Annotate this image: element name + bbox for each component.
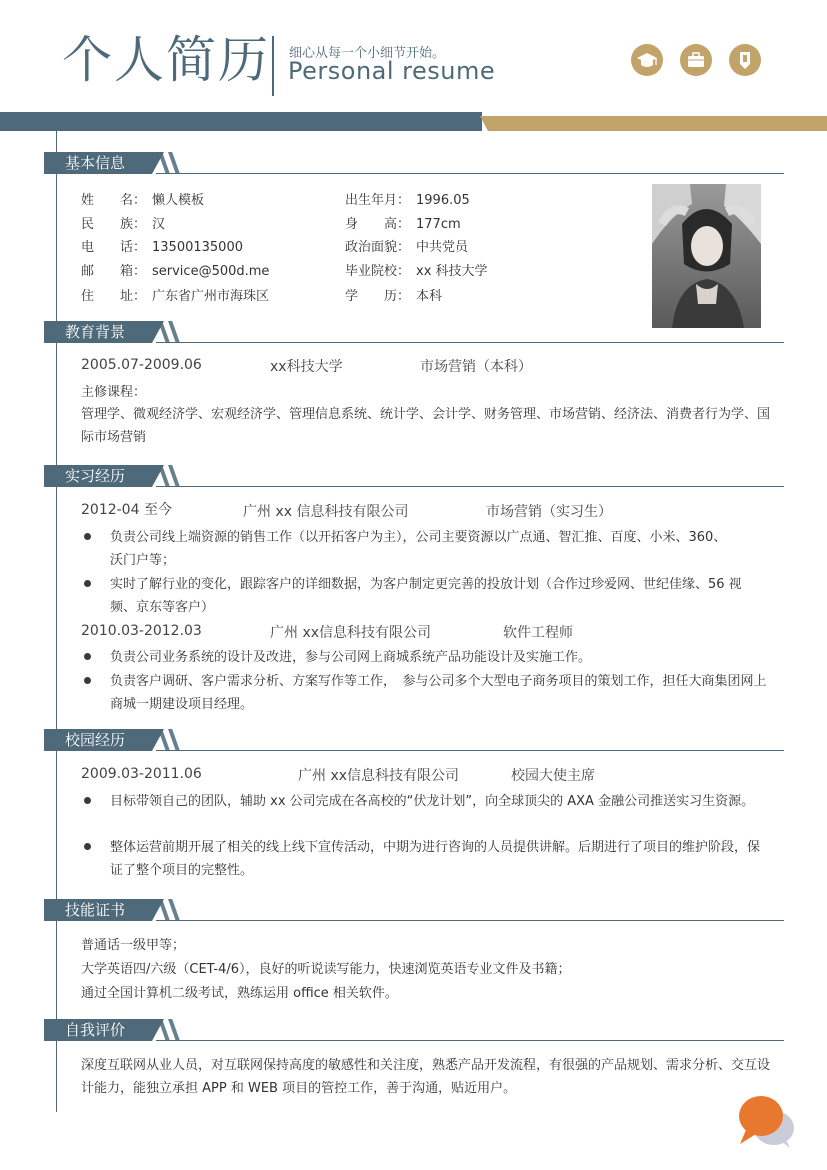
- school-label: 毕业院校：: [345, 264, 411, 279]
- courses-label: 主修课程：: [81, 385, 147, 400]
- email-value: service@500d.me: [152, 264, 270, 279]
- bullet: [84, 533, 91, 540]
- campus-item2: 整体运营前期开展了相关的线上线下宣传活动，中期为进行咨询的人员提供讲解。后期进行了项目的维护阶段，保证了整个项目的完整性。: [110, 840, 761, 878]
- education-period: 2005.07-2009.06: [81, 357, 202, 373]
- page-title: 个人简历: [62, 31, 270, 89]
- job1-item1: 负责公司线上端资源的销售工作（以开拓客户为主），公司主要资源以广点通、智汇推、百度、小米、360、沃门户等；: [110, 530, 727, 568]
- bullet: [84, 843, 91, 850]
- job1-item2: 实时了解行业的变化，跟踪客户的详细数据，为客户制定更完善的投放计划（合作过珍爱网、世纪佳缘、56 视频、京东等客户）: [110, 577, 742, 615]
- campus-company: 广州 xx信息科技有限公司: [298, 768, 460, 784]
- section-title: 教育背景: [44, 321, 152, 343]
- job1-position: 市场营销（实习生）: [486, 504, 612, 520]
- job2-period: 2010.03-2012.03: [81, 623, 202, 639]
- job1-company: 广州 xx 信息科技有限公司: [243, 504, 409, 520]
- section-title: 实习经历: [44, 465, 152, 487]
- section-title: 自我评价: [44, 1019, 152, 1041]
- job2-item1: 负责公司业务系统的设计及改进，参与公司网上商城系统产品功能设计及实施工作。: [110, 650, 592, 665]
- subtitle-cn: 细心从每一个小细节开始。: [289, 46, 446, 61]
- bullet: [84, 677, 91, 684]
- title-divider: [272, 36, 274, 96]
- header-band-gold: [480, 116, 827, 131]
- campus-item1: 目标带领自己的团队，辅助 xx 公司完成在各高校的“伏龙计划”，向全球顶尖的 AXA 金融公司推送实习生资源。: [110, 794, 755, 809]
- profile-photo: [652, 184, 761, 328]
- section-title: 基本信息: [44, 152, 152, 174]
- bullet: [84, 653, 91, 660]
- campus-position: 校园大使主席: [511, 768, 595, 784]
- email-label: 邮 箱：: [81, 264, 147, 279]
- section-header-self: [44, 1019, 784, 1041]
- degree-value: 本科: [416, 289, 443, 304]
- skill-line-2: 大学英语四/六级（CET-4/6），良好的听说读写能力，快速浏览英语专业文件及书籍；: [81, 962, 571, 977]
- height-label: 身 高：: [345, 217, 411, 232]
- briefcase-icon: [680, 44, 712, 76]
- section-header-campus: [44, 729, 784, 751]
- campus-period: 2009.03-2011.06: [81, 766, 202, 782]
- birth-label: 出生年月：: [345, 193, 411, 208]
- chat-bubbles-icon: [736, 1094, 796, 1154]
- job2-company: 广州 xx信息科技有限公司: [270, 625, 432, 641]
- ethnic-label: 民 族：: [81, 217, 147, 232]
- job1-period: 2012-04 至今: [81, 502, 172, 518]
- politics-value: 中共党员: [416, 240, 469, 255]
- skill-line-1: 普通话一级甲等；: [81, 938, 186, 953]
- section-title: 技能证书: [44, 899, 152, 921]
- courses-text: 管理学、微观经济学、宏观经济学、管理信息系统、统计学、会计学、财务管理、市场营销、经济法、消费者行为学、国际市场营销: [81, 407, 771, 445]
- job2-item2: 负责客户调研、客户需求分析、方案写作等工作， 参与公司多个大型电子商务项目的策划工作，担任大商集团网上商城一期建设项目经理。: [110, 674, 767, 712]
- bullet: [84, 797, 91, 804]
- graduation-cap-icon: [631, 44, 663, 76]
- education-major: 市场营销（本科）: [420, 359, 532, 375]
- section-header-internship: [44, 465, 784, 487]
- certificate-badge-icon: [729, 44, 761, 76]
- birth-value: 1996.05: [416, 193, 470, 208]
- ethnic-value: 汉: [152, 217, 166, 232]
- subtitle-en: Personal resume: [288, 57, 496, 85]
- phone-value: 13500135000: [152, 240, 243, 255]
- section-header-basic: [44, 152, 784, 174]
- timeline-line: [56, 131, 57, 1112]
- phone-label: 电 话：: [81, 240, 147, 255]
- height-value: 177cm: [416, 217, 461, 232]
- education-school: xx科技大学: [270, 359, 343, 375]
- section-header-education: [44, 321, 784, 343]
- name-label: 姓 名：: [81, 193, 147, 208]
- skill-line-3: 通过全国计算机二级考试，熟练运用 office 相关软件。: [81, 986, 398, 1001]
- header-band-blue: [0, 112, 482, 131]
- self-evaluation-text: 深度互联网从业人员，对互联网保持高度的敏感性和关注度，熟悉产品开发流程，有很强的产品规划、需求分析、交互设计能力，能独立承担 APP 和 WEB 项目的管控工作，善于沟通，贴近用户。: [81, 1058, 771, 1096]
- politics-label: 政治面貌：: [345, 240, 411, 255]
- address-value: 广东省广州市海珠区: [152, 289, 270, 304]
- section-header-skills: [44, 899, 784, 921]
- job2-position: 软件工程师: [503, 625, 573, 641]
- degree-label: 学 历：: [345, 289, 411, 304]
- bullet: [84, 580, 91, 587]
- address-label: 住 址：: [81, 289, 147, 304]
- name-value: 懒人模板: [152, 193, 205, 208]
- school-value: xx 科技大学: [416, 264, 488, 279]
- section-title: 校园经历: [44, 729, 152, 751]
